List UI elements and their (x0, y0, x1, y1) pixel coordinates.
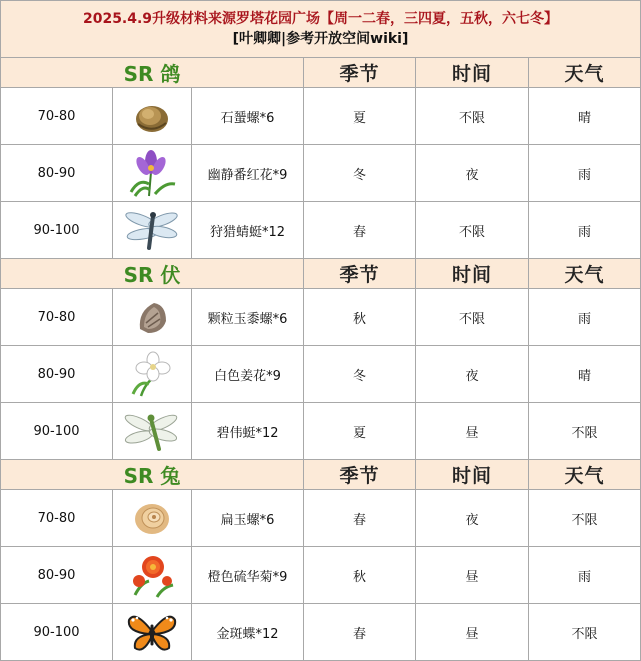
level-cell: 80-90 (1, 547, 113, 604)
time-cell: 昼 (416, 403, 529, 460)
time-cell: 不限 (416, 88, 529, 145)
weather-header: 天气 (529, 259, 641, 289)
time-header: 时间 (416, 259, 529, 289)
weather-header: 天气 (529, 460, 641, 490)
table-row (1, 145, 641, 202)
weather-cell: 雨 (529, 145, 641, 202)
table-row (1, 403, 641, 460)
item-cell: 扁玉螺*6 (192, 490, 304, 547)
season-cell: 春 (304, 604, 416, 661)
time-cell: 夜 (416, 145, 529, 202)
level-cell: 90-100 (1, 202, 113, 259)
season-cell: 秋 (304, 289, 416, 346)
icon-cell (113, 403, 192, 460)
time-header: 时间 (416, 460, 529, 490)
item-cell: 石蜑螺*6 (192, 88, 304, 145)
season-header: 季节 (304, 460, 416, 490)
time-cell: 夜 (416, 346, 529, 403)
item-cell: 白色姜花*9 (192, 346, 304, 403)
table-row (1, 547, 641, 604)
time-cell: 不限 (416, 289, 529, 346)
orange-marigold-icon (127, 551, 177, 599)
season-cell: 秋 (304, 547, 416, 604)
spiral-shell-icon (130, 496, 174, 540)
weather-cell: 雨 (529, 289, 641, 346)
weather-cell: 雨 (529, 547, 641, 604)
weather-cell: 晴 (529, 88, 641, 145)
season-cell: 冬 (304, 346, 416, 403)
table-row (1, 346, 641, 403)
season-cell: 春 (304, 490, 416, 547)
group-name-cell (1, 259, 304, 289)
group-header (1, 460, 641, 490)
time-header: 时间 (416, 58, 529, 88)
time-cell: 不限 (416, 202, 529, 259)
time-cell: 夜 (416, 490, 529, 547)
item-cell: 幽静番红花*9 (192, 145, 304, 202)
season-cell: 冬 (304, 145, 416, 202)
table-row (1, 202, 641, 259)
level-cell: 70-80 (1, 88, 113, 145)
weather-cell: 雨 (529, 202, 641, 259)
level-cell: 90-100 (1, 403, 113, 460)
time-cell: 昼 (416, 547, 529, 604)
weather-cell: 不限 (529, 490, 641, 547)
season-header: 季节 (304, 58, 416, 88)
weather-cell: 晴 (529, 346, 641, 403)
weather-header: 天气 (529, 58, 641, 88)
cone-shell-icon (130, 295, 174, 339)
item-cell: 颗粒玉黍螺*6 (192, 289, 304, 346)
crocus-flower-icon (125, 148, 179, 198)
item-cell: 橙色硫华菊*9 (192, 547, 304, 604)
page-title: 2025.4.9升级材料来源罗塔花园广场【周一二春，三四夏，五秋，六七冬】 (82, 11, 559, 27)
level-cell: 80-90 (1, 346, 113, 403)
group-header (1, 259, 641, 289)
group-name: SR 兔 (123, 464, 181, 488)
group-name-cell (1, 58, 304, 88)
group-header (1, 58, 641, 88)
season-cell: 夏 (304, 403, 416, 460)
monarch-butterfly-icon (125, 608, 179, 656)
level-cell: 70-80 (1, 289, 113, 346)
season-cell: 春 (304, 202, 416, 259)
icon-cell (113, 604, 192, 661)
icon-cell (113, 145, 192, 202)
weather-cell: 不限 (529, 403, 641, 460)
item-cell: 碧伟蜓*12 (192, 403, 304, 460)
table-row (1, 88, 641, 145)
icon-cell (113, 346, 192, 403)
group-name: SR 伏 (123, 263, 181, 287)
group-name-cell (1, 460, 304, 490)
item-cell: 狩猎蜻蜓*12 (192, 202, 304, 259)
dragonfly-icon (123, 208, 181, 252)
weather-cell: 不限 (529, 604, 641, 661)
page-credit: [叶卿卿|参考开放空间wiki] (232, 31, 409, 47)
time-cell: 昼 (416, 604, 529, 661)
table-row (1, 490, 641, 547)
white-ginger-flower-icon (127, 350, 177, 398)
icon-cell (113, 490, 192, 547)
title-banner (1, 1, 641, 58)
season-header: 季节 (304, 259, 416, 289)
snail-shell-icon (130, 94, 174, 138)
level-cell: 90-100 (1, 604, 113, 661)
icon-cell (113, 289, 192, 346)
season-cell: 夏 (304, 88, 416, 145)
icon-cell (113, 88, 192, 145)
level-cell: 70-80 (1, 490, 113, 547)
table-row (1, 289, 641, 346)
table-row (1, 604, 641, 661)
group-name: SR 鸽 (123, 62, 181, 86)
icon-cell (113, 547, 192, 604)
level-cell: 80-90 (1, 145, 113, 202)
item-cell: 金斑蝶*12 (192, 604, 304, 661)
icon-cell (113, 202, 192, 259)
green-dragonfly-icon (123, 409, 181, 453)
